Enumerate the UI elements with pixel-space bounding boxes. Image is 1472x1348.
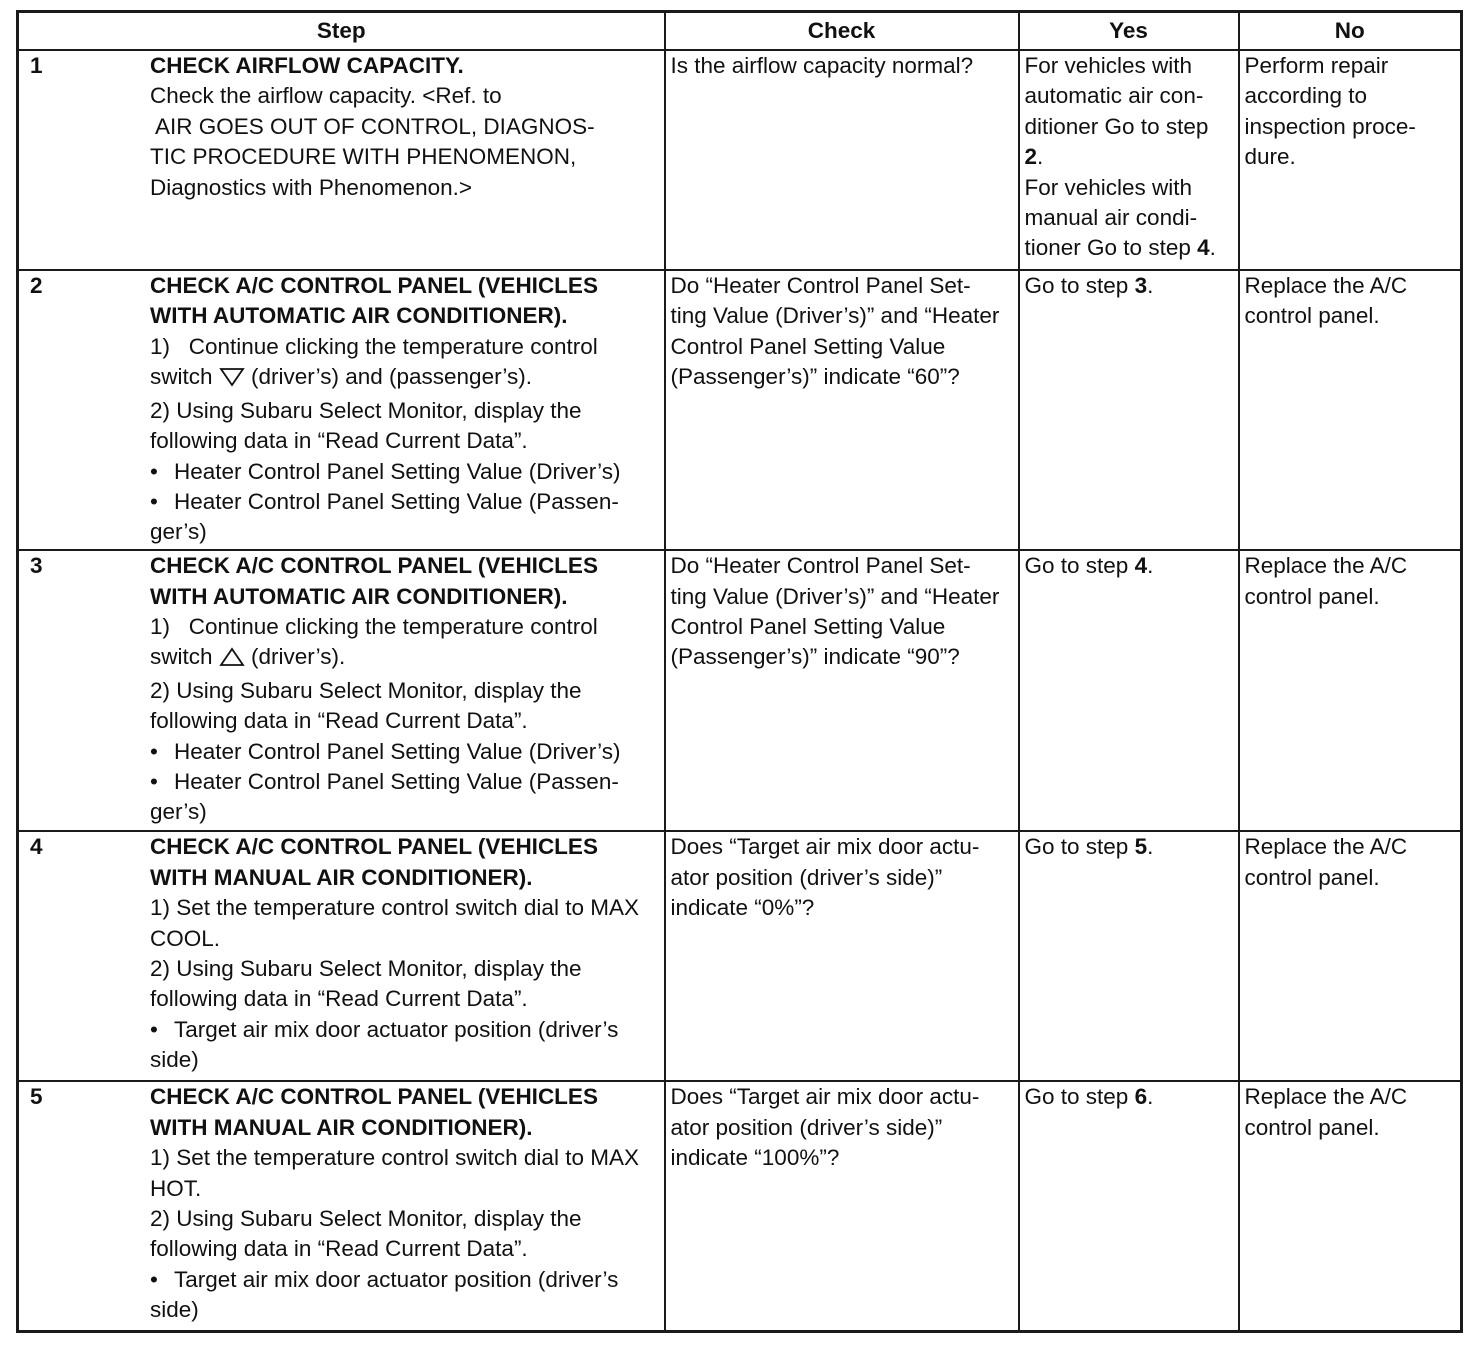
step-text: 1) Set the temperature control switch dial to MAX HOT. [150,1145,639,1201]
list-item-text: Heater Control Panel Setting Value (Driver’s) [174,738,621,764]
diagnostic-table [16,10,1463,1333]
step-cell [18,831,665,1081]
list-item: • Heater Control Panel Setting Value (Passen- ger’s) [150,769,619,825]
no-cell: Replace the A/C control panel. [1239,1081,1462,1331]
step-text: Check the airflow capacity. <Ref. to [150,83,502,109]
list-item-text: Heater Control Panel Setting Value (Passen- ger’s) [150,488,619,545]
table-row [18,550,1462,831]
header-step: Step [18,12,665,51]
header-no: No [1239,12,1462,51]
step-number: 4 [30,834,43,860]
step-cell [18,550,665,831]
header-yes: Yes [1019,12,1239,51]
yes-text: Go to step [1024,1084,1135,1110]
list-item-text: Heater Control Panel Setting Value (Driver’s) [174,458,621,484]
step-title: CHECK A/C CONTROL PANEL (VEHICLES WITH MANUAL AIR CONDITIONER). [150,834,598,890]
check-cell: Does “Target air mix door actu- ator position (driver’s side)” indicate “100%”? [665,1081,1019,1331]
step-text [150,642,653,675]
step-text: AIR GOES OUT OF CONTROL, DIAGNOS- [150,113,595,139]
yes-text: For vehicles with manual air condi- tioner Go to step [1024,174,1198,261]
no-cell: Replace the A/C control panel. [1239,270,1462,550]
check-cell: Is the airflow capacity normal? [665,50,1019,270]
table-row [18,1081,1462,1331]
step-title: CHECK A/C CONTROL PANEL (VEHICLES WITH AUTOMATIC AIR CONDITIONER). [150,553,598,609]
yes-text: For vehicles with automatic air con- ditioner Go to step [1024,53,1209,139]
yes-text: Go to step [1024,834,1135,860]
step-text-switch: switch [150,644,213,670]
step-title: CHECK A/C CONTROL PANEL (VEHICLES WITH AUTOMATIC AIR CONDITIONER). [150,273,598,329]
triangle-up-icon [219,645,245,675]
check-cell: Do “Heater Control Panel Set- ting Value (Driver’s)” and “Heater Control Panel Setting Value (Passenger’s)” indicate “60”? [665,270,1019,550]
header-row [18,12,1462,51]
yes-text: Go to step [1024,553,1135,579]
list-item: • Target air mix door actuator position (driver’s side) [150,1266,619,1323]
header-check: Check [665,12,1019,51]
yes-cell: Go to step 5. [1019,831,1239,1081]
step-text: TIC PROCEDURE WITH PHENOMENON, [150,144,577,170]
table-row [18,270,1462,550]
step-text: Diagnostics with Phenomenon.> [150,174,473,200]
list-item: • Heater Control Panel Setting Value (Passen- ger’s) [150,488,619,545]
step-title: CHECK AIRFLOW CAPACITY. [150,53,464,78]
step-text: 1) Continue clicking the temperature control [150,613,598,639]
step-text-driver: (driver’s) and (passenger’s). [251,364,533,390]
yes-cell: Go to step 3. [1019,270,1239,550]
yes-cell: Go to step 6. [1019,1081,1239,1331]
step-text: 2) Using Subaru Select Monitor, display the following data in “Read Current Data”. [150,955,582,1012]
triangle-down-icon [219,365,245,395]
no-cell: Perform repair according to inspection proce- dure. [1239,50,1462,270]
step-cell [18,1081,665,1331]
yes-cell: For vehicles with automatic air con- ditioner Go to step 2. For vehicles with manual air condi- tioner Go to step 4. [1019,50,1239,270]
yes-text: Go to step [1024,273,1135,299]
step-text-driver: (driver’s). [251,644,346,670]
step-text: 2) Using Subaru Select Monitor, display the following data in “Read Current Data”. [150,1206,582,1262]
list-item: • Heater Control Panel Setting Value (Driver’s) [150,458,621,484]
table-row [18,831,1462,1081]
step-cell [18,270,665,550]
step-text: 2) Using Subaru Select Monitor, display the following data in “Read Current Data”. [150,677,582,734]
yes-step-link[interactable]: 5 [1134,834,1148,860]
list-item-text: Target air mix door actuator position (driver’s side) [150,1266,619,1323]
yes-step-link[interactable]: 3 [1134,273,1148,299]
step-text: 1) Continue clicking the temperature control [150,333,598,359]
step-number: 2 [30,273,43,299]
list-item-text: Heater Control Panel Setting Value (Passen- ger’s) [150,769,619,825]
step-text: 2) Using Subaru Select Monitor, display the following data in “Read Current Data”. [150,397,582,454]
no-cell: Replace the A/C control panel. [1239,550,1462,831]
yes-cell: Go to step 4. [1019,550,1239,831]
check-cell: Do “Heater Control Panel Set- ting Value (Driver’s)” and “Heater Control Panel Setting Value (Passenger’s)” indicate “90”? [665,550,1019,831]
no-cell: Replace the A/C control panel. [1239,831,1462,1081]
step-number: 3 [30,553,43,579]
step-text-switch: switch [150,364,213,390]
yes-step-link[interactable]: 4 [1134,553,1148,579]
yes-step-link[interactable]: 4 [1197,235,1210,261]
step-title: CHECK A/C CONTROL PANEL (VEHICLES WITH MANUAL AIR CONDITIONER). [150,1084,598,1140]
list-item-text: Target air mix door actuator position (driver’s side) [150,1016,619,1073]
yes-step-link[interactable]: 6 [1134,1084,1148,1110]
step-cell [18,50,665,270]
table-row [18,50,1462,270]
step-number: 5 [30,1084,43,1110]
step-number: 1 [30,53,43,78]
check-cell: Does “Target air mix door actu- ator position (driver’s side)” indicate “0%”? [665,831,1019,1081]
list-item: • Target air mix door actuator position (driver’s side) [150,1016,619,1073]
list-item: • Heater Control Panel Setting Value (Driver’s) [150,738,621,764]
yes-step-link[interactable]: 2 [1024,144,1038,170]
step-text [150,362,653,395]
step-text: 1) Set the temperature control switch dial to MAX COOL. [150,895,639,951]
